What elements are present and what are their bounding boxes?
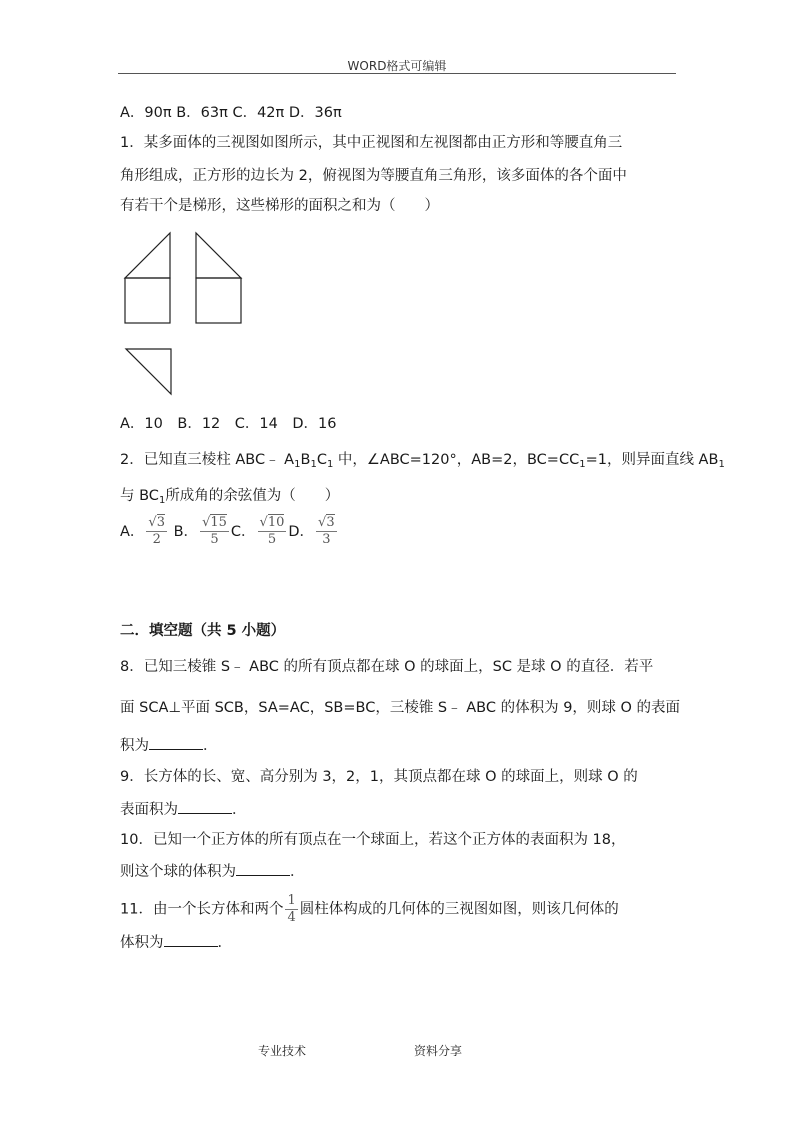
- prev-question-options: A．90π B．63π C．42π D．36π: [120, 105, 342, 121]
- q1-line2: 角形组成，正方形的边长为 2，俯视图为等腰直角三角形，该多面体的各个面中: [120, 168, 627, 184]
- q2-options: [120, 515, 339, 548]
- q8-line3: 积为 ．: [120, 738, 218, 754]
- q2-option-a: A． $\frac{√3}{2}$: [120, 515, 165, 547]
- q2-option-d: D． $\frac{√3}{3}$: [288, 515, 335, 547]
- section-title: 二．填空题（共 5 小题）: [120, 623, 286, 639]
- fraction-one-quarter: $\frac{1}{4}$: [287, 893, 296, 925]
- q11-line2: 体积为 ．: [120, 935, 232, 951]
- side-view-triangle: [196, 233, 241, 278]
- q8-line1: 8．已知三棱锥 S﹣ ABC 的所有顶点都在球 O 的球面上，SC 是球 O 的直径．若平: [120, 659, 654, 675]
- front-view-triangle: [125, 233, 170, 278]
- q2-option-b: B． $\frac{√15}{5}$: [173, 515, 227, 547]
- footer-right: 资料分享: [414, 1044, 463, 1058]
- header-divider: [118, 73, 676, 74]
- q11-line1: 11．由一个长方体和两个 $\frac{1}{4}$ 圆柱体构成的几何体的三视图如图，则该几何体的: [120, 893, 619, 925]
- q2-line1: 2．已知直三棱柱 ABC﹣ $A_1B_1C_1$ 中，∠ABC=120°，AB=2，$BC=CC_1=1$，则异面直线 $AB_1$: [120, 452, 725, 470]
- q9-line1: 9．长方体的长、宽、高分别为 3，2，1，其顶点都在球 O 的球面上，则球 O 的: [120, 769, 638, 785]
- q10-line1: 10．已知一个正方体的所有顶点在一个球面上，若这个正方体的表面积为 18，: [120, 832, 626, 848]
- side-view-square: [196, 278, 241, 323]
- top-view-triangle: [126, 349, 171, 394]
- q9-line2: 表面积为 ．: [120, 802, 247, 818]
- q1-line1: 1．某多面体的三视图如图所示，其中正视图和左视图都由正方形和等腰直角三: [120, 135, 623, 151]
- q8-line2: 面 SCA⊥平面 SCB，SA=AC，SB=BC，三棱锥 S﹣ ABC 的体积为 9，则球 O 的表面: [120, 700, 681, 716]
- answer-blank[interactable]: [178, 801, 232, 814]
- q1-line3: 有若干个是梯形，这些梯形的面积之和为（ ）: [120, 198, 439, 214]
- page-header: WORD格式可编辑: [347, 59, 447, 73]
- q2-option-c: C． $\frac{√10}{5}$: [230, 515, 285, 547]
- answer-blank[interactable]: [149, 737, 203, 750]
- answer-blank[interactable]: [236, 863, 290, 876]
- q1-options: A．10 B．12 C．14 D．16: [120, 416, 337, 432]
- footer-left: 专业技术: [258, 1044, 307, 1058]
- q10-line2: 则这个球的体积为 ．: [120, 864, 305, 880]
- front-view-square: [125, 278, 170, 323]
- answer-blank[interactable]: [164, 934, 218, 947]
- q2-line2: 与 $BC_1$所成角的余弦值为（ ）: [120, 488, 340, 506]
- q1-three-view-figure: [118, 230, 248, 400]
